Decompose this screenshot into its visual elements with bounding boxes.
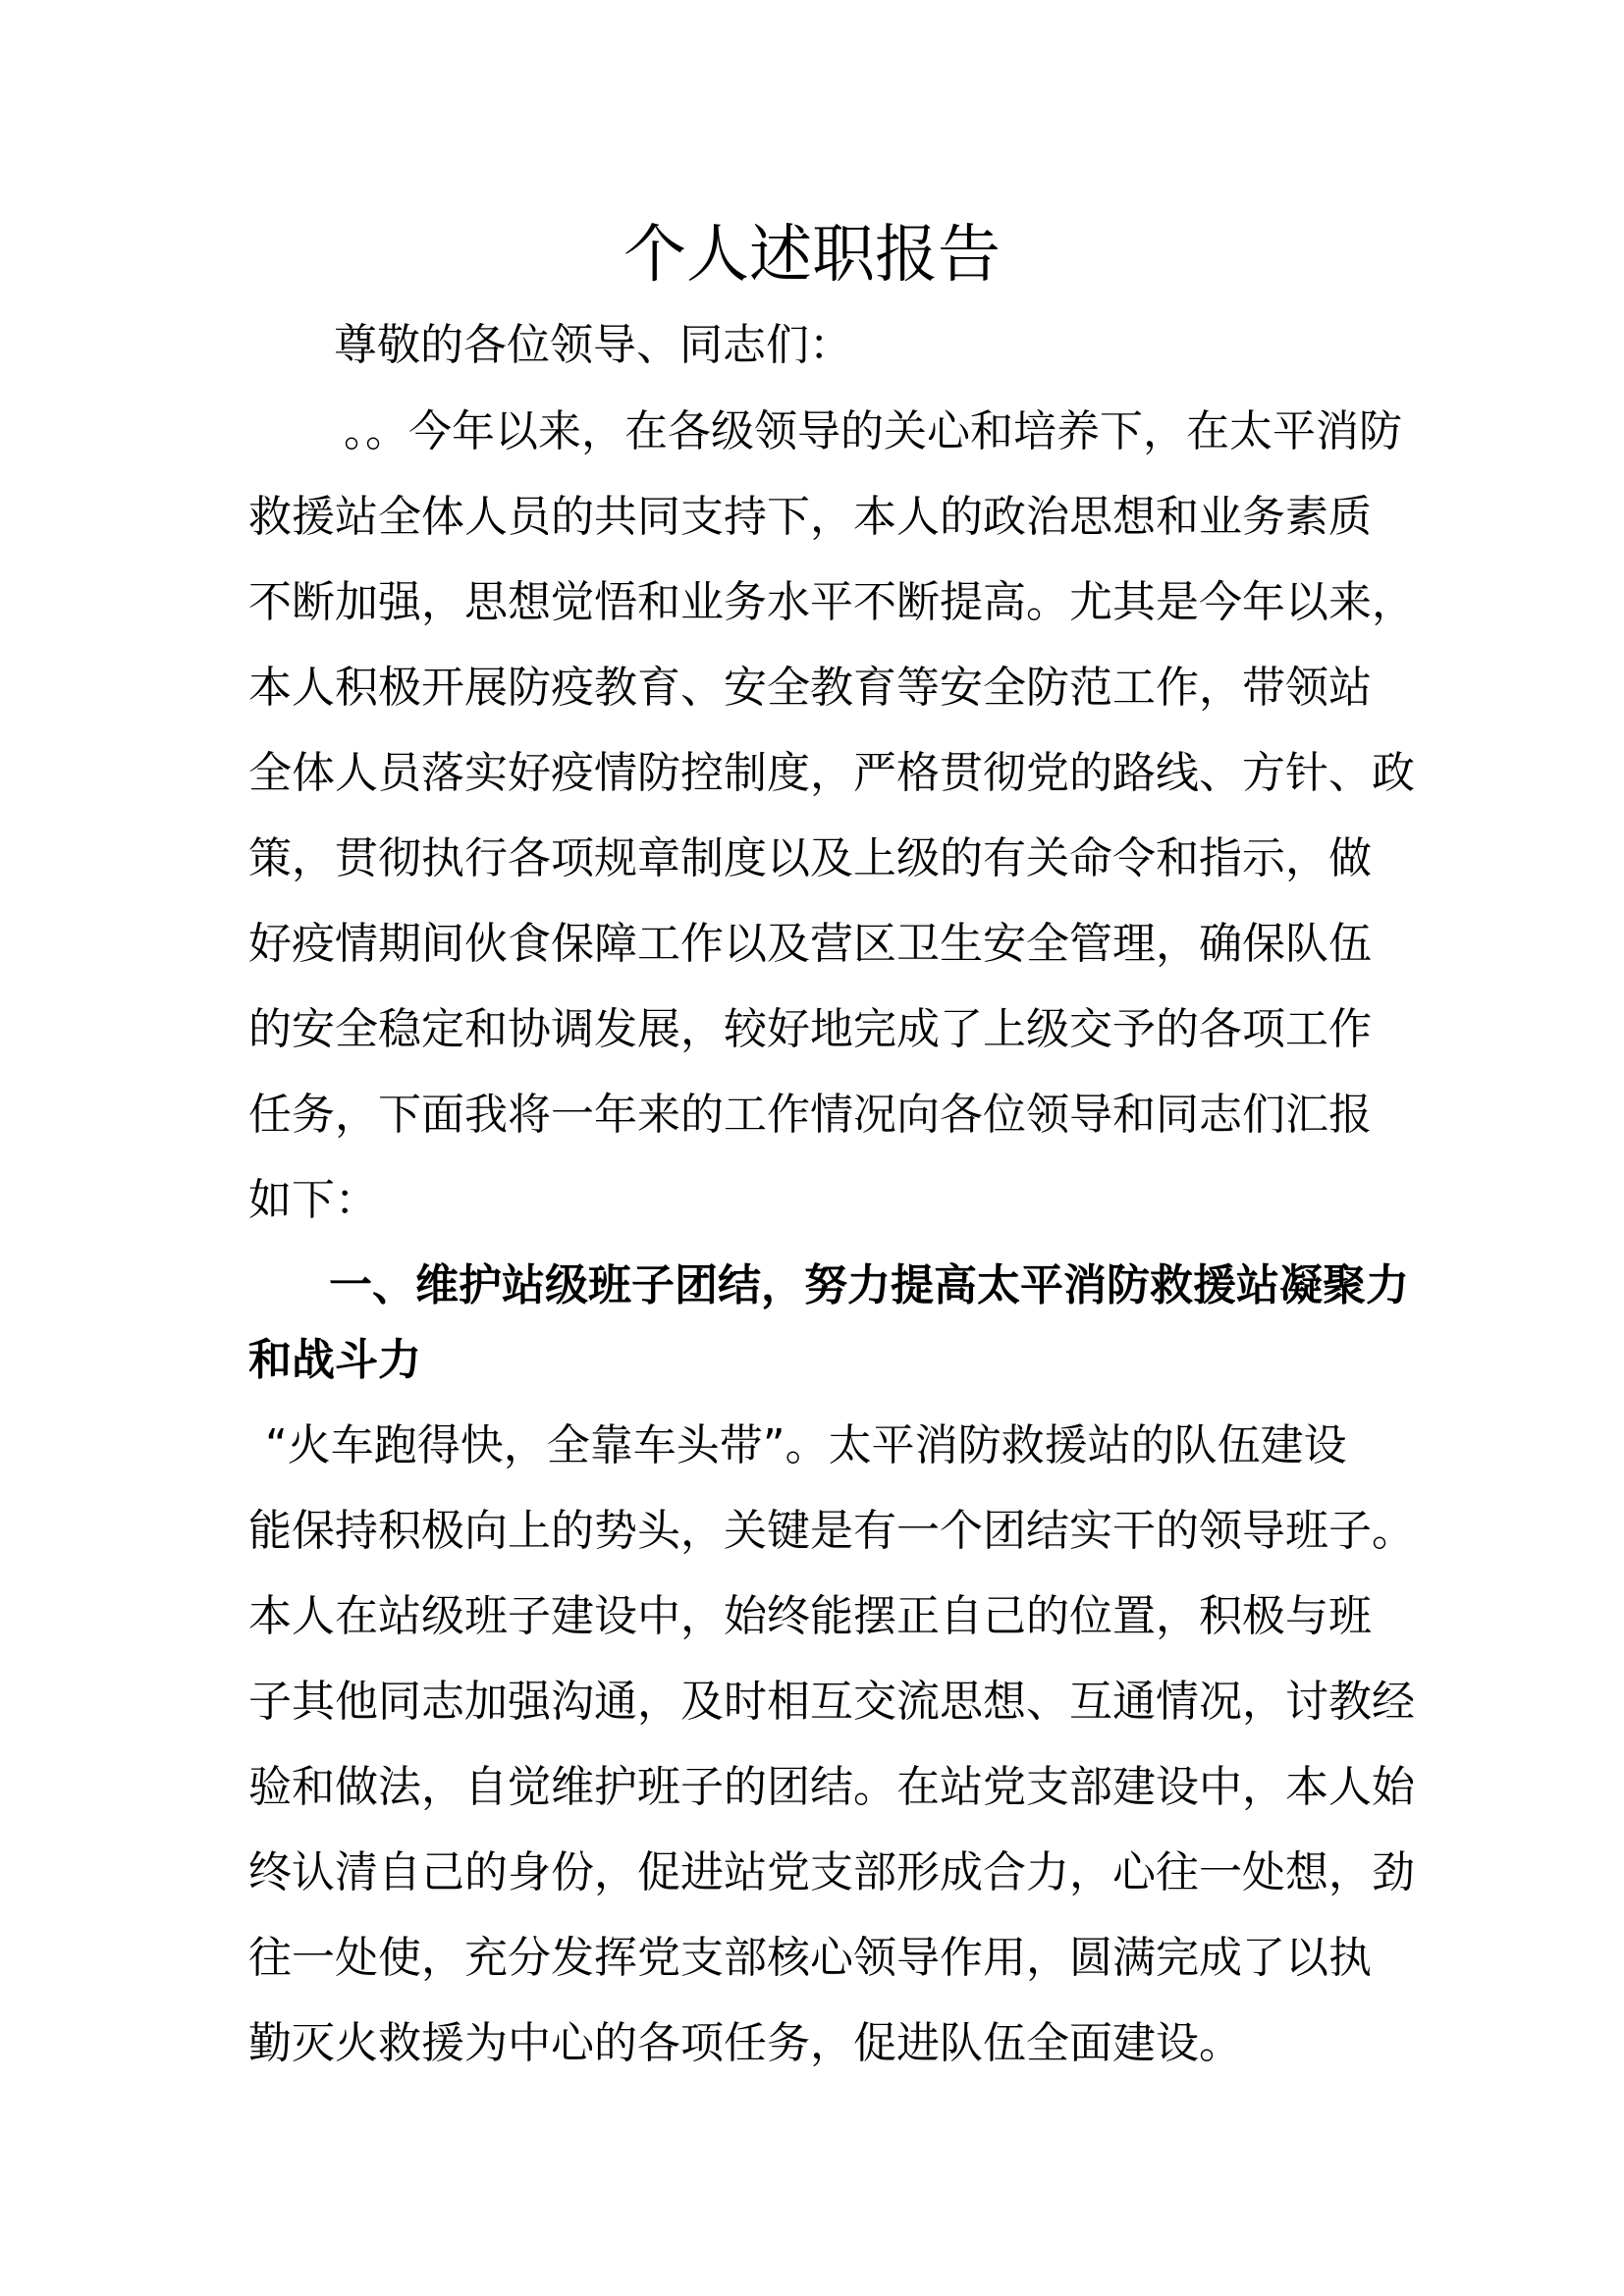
paragraph-line: 的安全稳定和协调发展，较好地完成了上级交予的各项工作 <box>248 1004 1372 1054</box>
salutation: 尊敬的各位领导、同志们： <box>334 320 852 370</box>
paragraph-line: 好疫情期间伙食保障工作以及营区卫生安全管理，确保队伍 <box>248 919 1372 969</box>
paragraph-line: 勤灭火救援为中心的各项任务，促进队伍全面建设。 <box>248 2018 1242 2068</box>
paragraph-line: 策，贯彻执行各项规章制度以及上级的有关命令和指示，做 <box>248 833 1372 883</box>
paragraph-line: 不断加强，思想觉悟和业务水平不断提高。尤其是今年以来， <box>248 577 1415 627</box>
paragraph-line: 往一处使，充分发挥党支部核心领导作用，圆满完成了以执 <box>248 1933 1372 1983</box>
section-heading-continued: 和战斗力 <box>248 1335 421 1385</box>
paragraph-line: 全体人员落实好疫情防控制度，严格贯彻党的路线、方针、政 <box>248 748 1415 798</box>
paragraph-line: 本人在站级班子建设中，始终能摆正自己的位置，积极与班 <box>248 1591 1372 1641</box>
paragraph-line: 任务，下面我将一年来的工作情况向各位领导和同志们汇报 <box>248 1090 1372 1140</box>
paragraph-line: 救援站全体人员的共同支持下，本人的政治思想和业务素质 <box>248 492 1372 542</box>
paragraph-line: “火车跑得快，全靠车头带”。太平消防救援站的队伍建设 <box>265 1420 1347 1470</box>
paragraph-line: 子其他同志加强沟通，及时相互交流思想、互通情况，讨教经 <box>248 1677 1415 1727</box>
section-heading: 一、维护站级班子团结，努力提高太平消防救援站凝聚力 <box>329 1260 1409 1310</box>
paragraph-line: 本人积极开展防疫教育、安全教育等安全防范工作，带领站 <box>248 663 1372 713</box>
paragraph-line: 能保持积极向上的势头，关键是有一个团结实干的领导班子。 <box>248 1506 1415 1556</box>
paragraph-line: 。。今年以来，在各级领导的关心和培养下，在太平消防 <box>344 406 1402 456</box>
paragraph-line: 终认清自己的身份，促进站党支部形成合力，心往一处想，劲 <box>248 1847 1415 1897</box>
document-title: 个人述职报告 <box>623 219 1001 292</box>
paragraph-line: 如下： <box>248 1175 378 1225</box>
paragraph-line: 验和做法，自觉维护班子的团结。在站党支部建设中，本人始 <box>248 1762 1415 1812</box>
